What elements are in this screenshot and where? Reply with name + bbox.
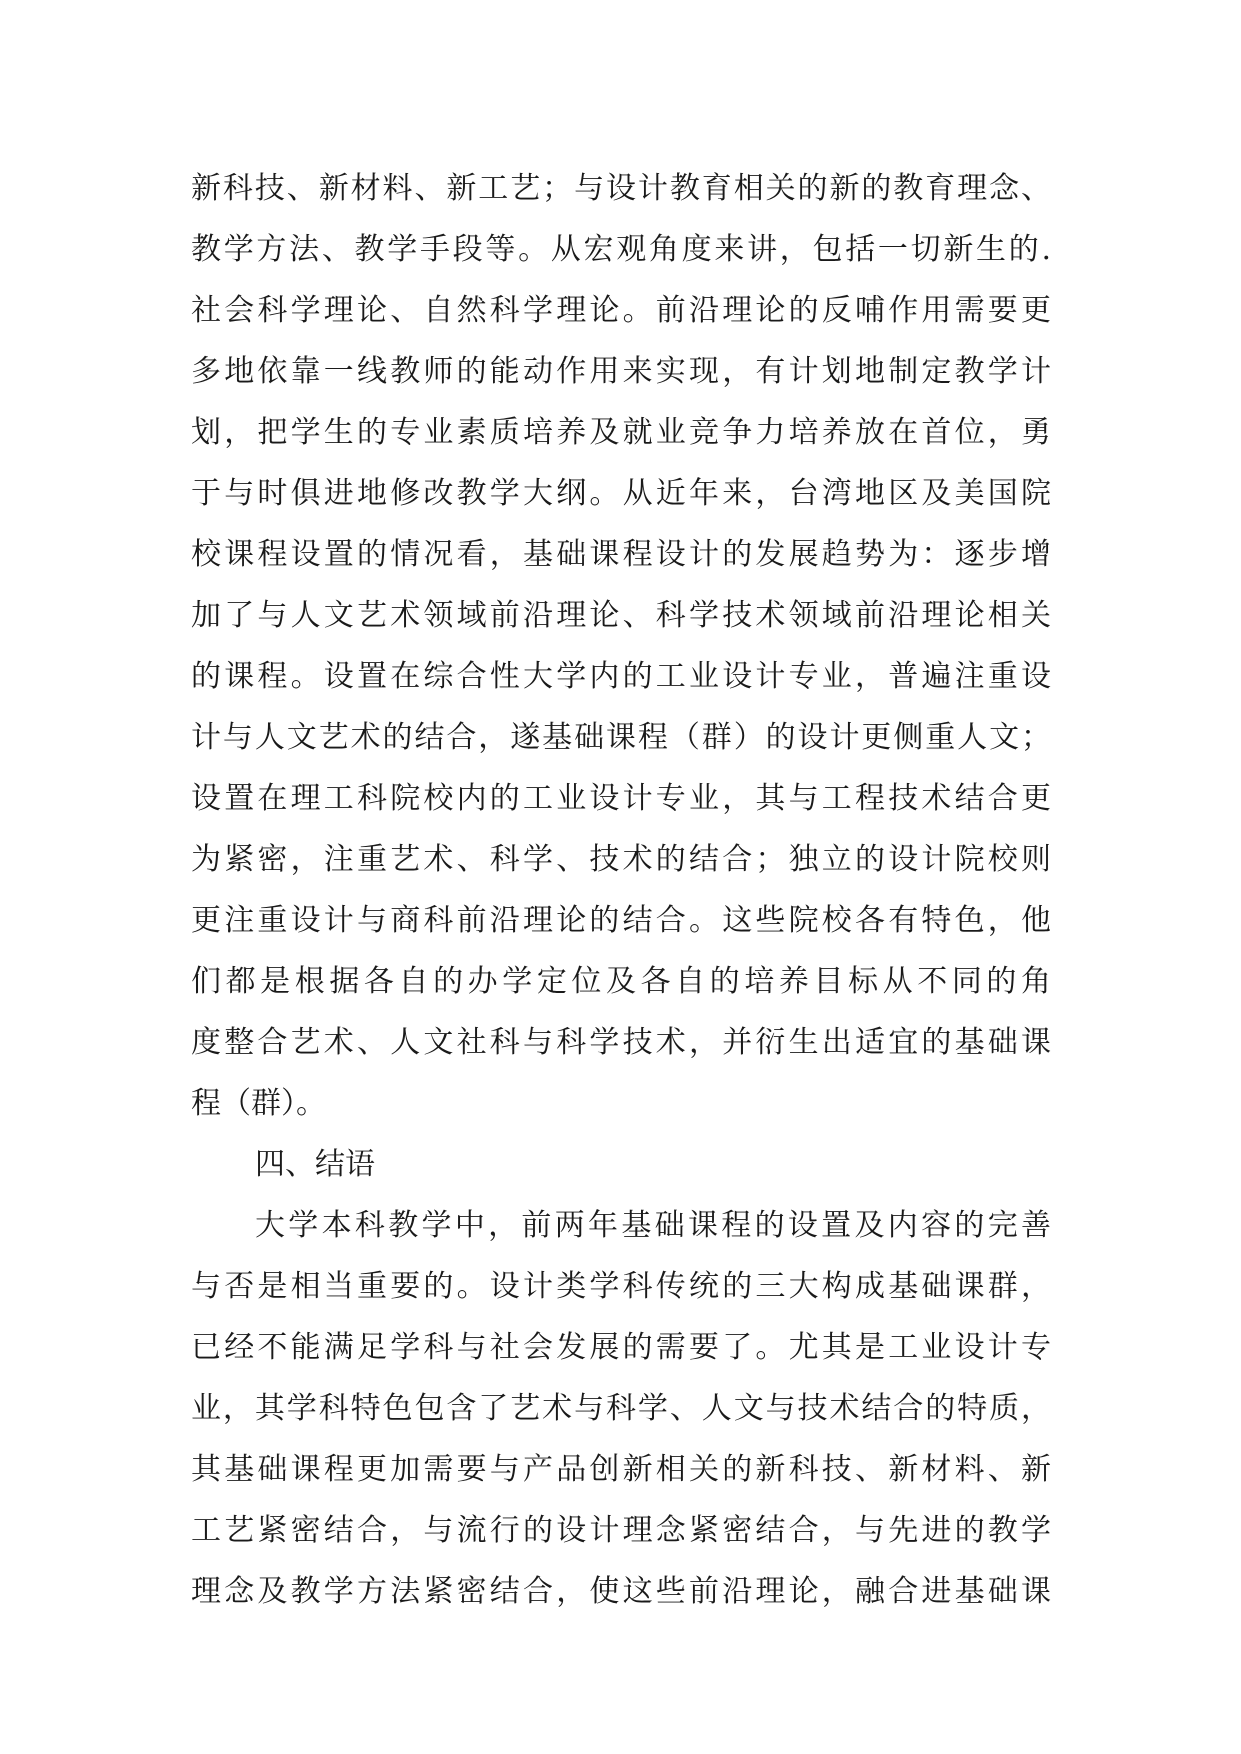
paragraph-continued <box>191 158 1051 1134</box>
text-line: 度整合艺术、人文社科与科学技术，并衍生出适宜的基础课 <box>191 1025 1051 1060</box>
section-heading: 四、结语 <box>255 1147 375 1182</box>
text-line: 的课程。设置在综合性大学内的工业设计专业，普遍注重设 <box>191 659 1051 694</box>
text-line: 与否是相当重要的。设计类学科传统的三大构成基础课群， <box>191 1269 1051 1304</box>
text-line: 多地依靠一线教师的能动作用来实现，有计划地制定教学计 <box>191 354 1051 389</box>
text-line: 业，其学科特色包含了艺术与科学、人文与技术结合的特质， <box>191 1391 1051 1426</box>
text-line: 划，把学生的专业素质培养及就业竞争力培养放在首位，勇 <box>191 415 1051 450</box>
text-line: 理念及教学方法紧密结合，使这些前沿理论，融合进基础课 <box>191 1574 1051 1609</box>
text-line: 计与人文艺术的结合，遂基础课程（群）的设计更侧重人文； <box>191 720 1051 755</box>
paragraph-conclusion <box>191 1195 1051 1622</box>
text-line: 教学方法、教学手段等。从宏观角度来讲，包括一切新生的. <box>191 232 1051 267</box>
text-line: 更注重设计与商科前沿理论的结合。这些院校各有特色，他 <box>191 903 1051 938</box>
text-line: 为紧密，注重艺术、科学、技术的结合；独立的设计院校则 <box>191 842 1051 877</box>
text-line: 已经不能满足学科与社会发展的需要了。尤其是工业设计专 <box>191 1330 1051 1365</box>
text-line: 社会科学理论、自然科学理论。前沿理论的反哺作用需要更 <box>191 293 1051 328</box>
document-body <box>191 158 1051 1622</box>
text-line: 工艺紧密结合，与流行的设计理念紧密结合，与先进的教学 <box>191 1513 1051 1548</box>
text-line: 其基础课程更加需要与产品创新相关的新科技、新材料、新 <box>191 1452 1051 1487</box>
text-line: 加了与人文艺术领域前沿理论、科学技术领域前沿理论相关 <box>191 598 1051 633</box>
text-line: 们都是根据各自的办学定位及各自的培养目标从不同的角 <box>191 964 1051 999</box>
text-line: 于与时俱进地修改教学大纲。从近年来，台湾地区及美国院 <box>191 476 1051 511</box>
text-line: 大学本科教学中，前两年基础课程的设置及内容的完善 <box>255 1208 1051 1243</box>
text-line: 新科技、新材料、新工艺；与设计教育相关的新的教育理念、 <box>191 171 1051 206</box>
text-line: 校课程设置的情况看，基础课程设计的发展趋势为：逐步增 <box>191 537 1051 572</box>
text-line: 程（群）。 <box>191 1086 326 1121</box>
text-line: 设置在理工科院校内的工业设计专业，其与工程技术结合更 <box>191 781 1051 816</box>
